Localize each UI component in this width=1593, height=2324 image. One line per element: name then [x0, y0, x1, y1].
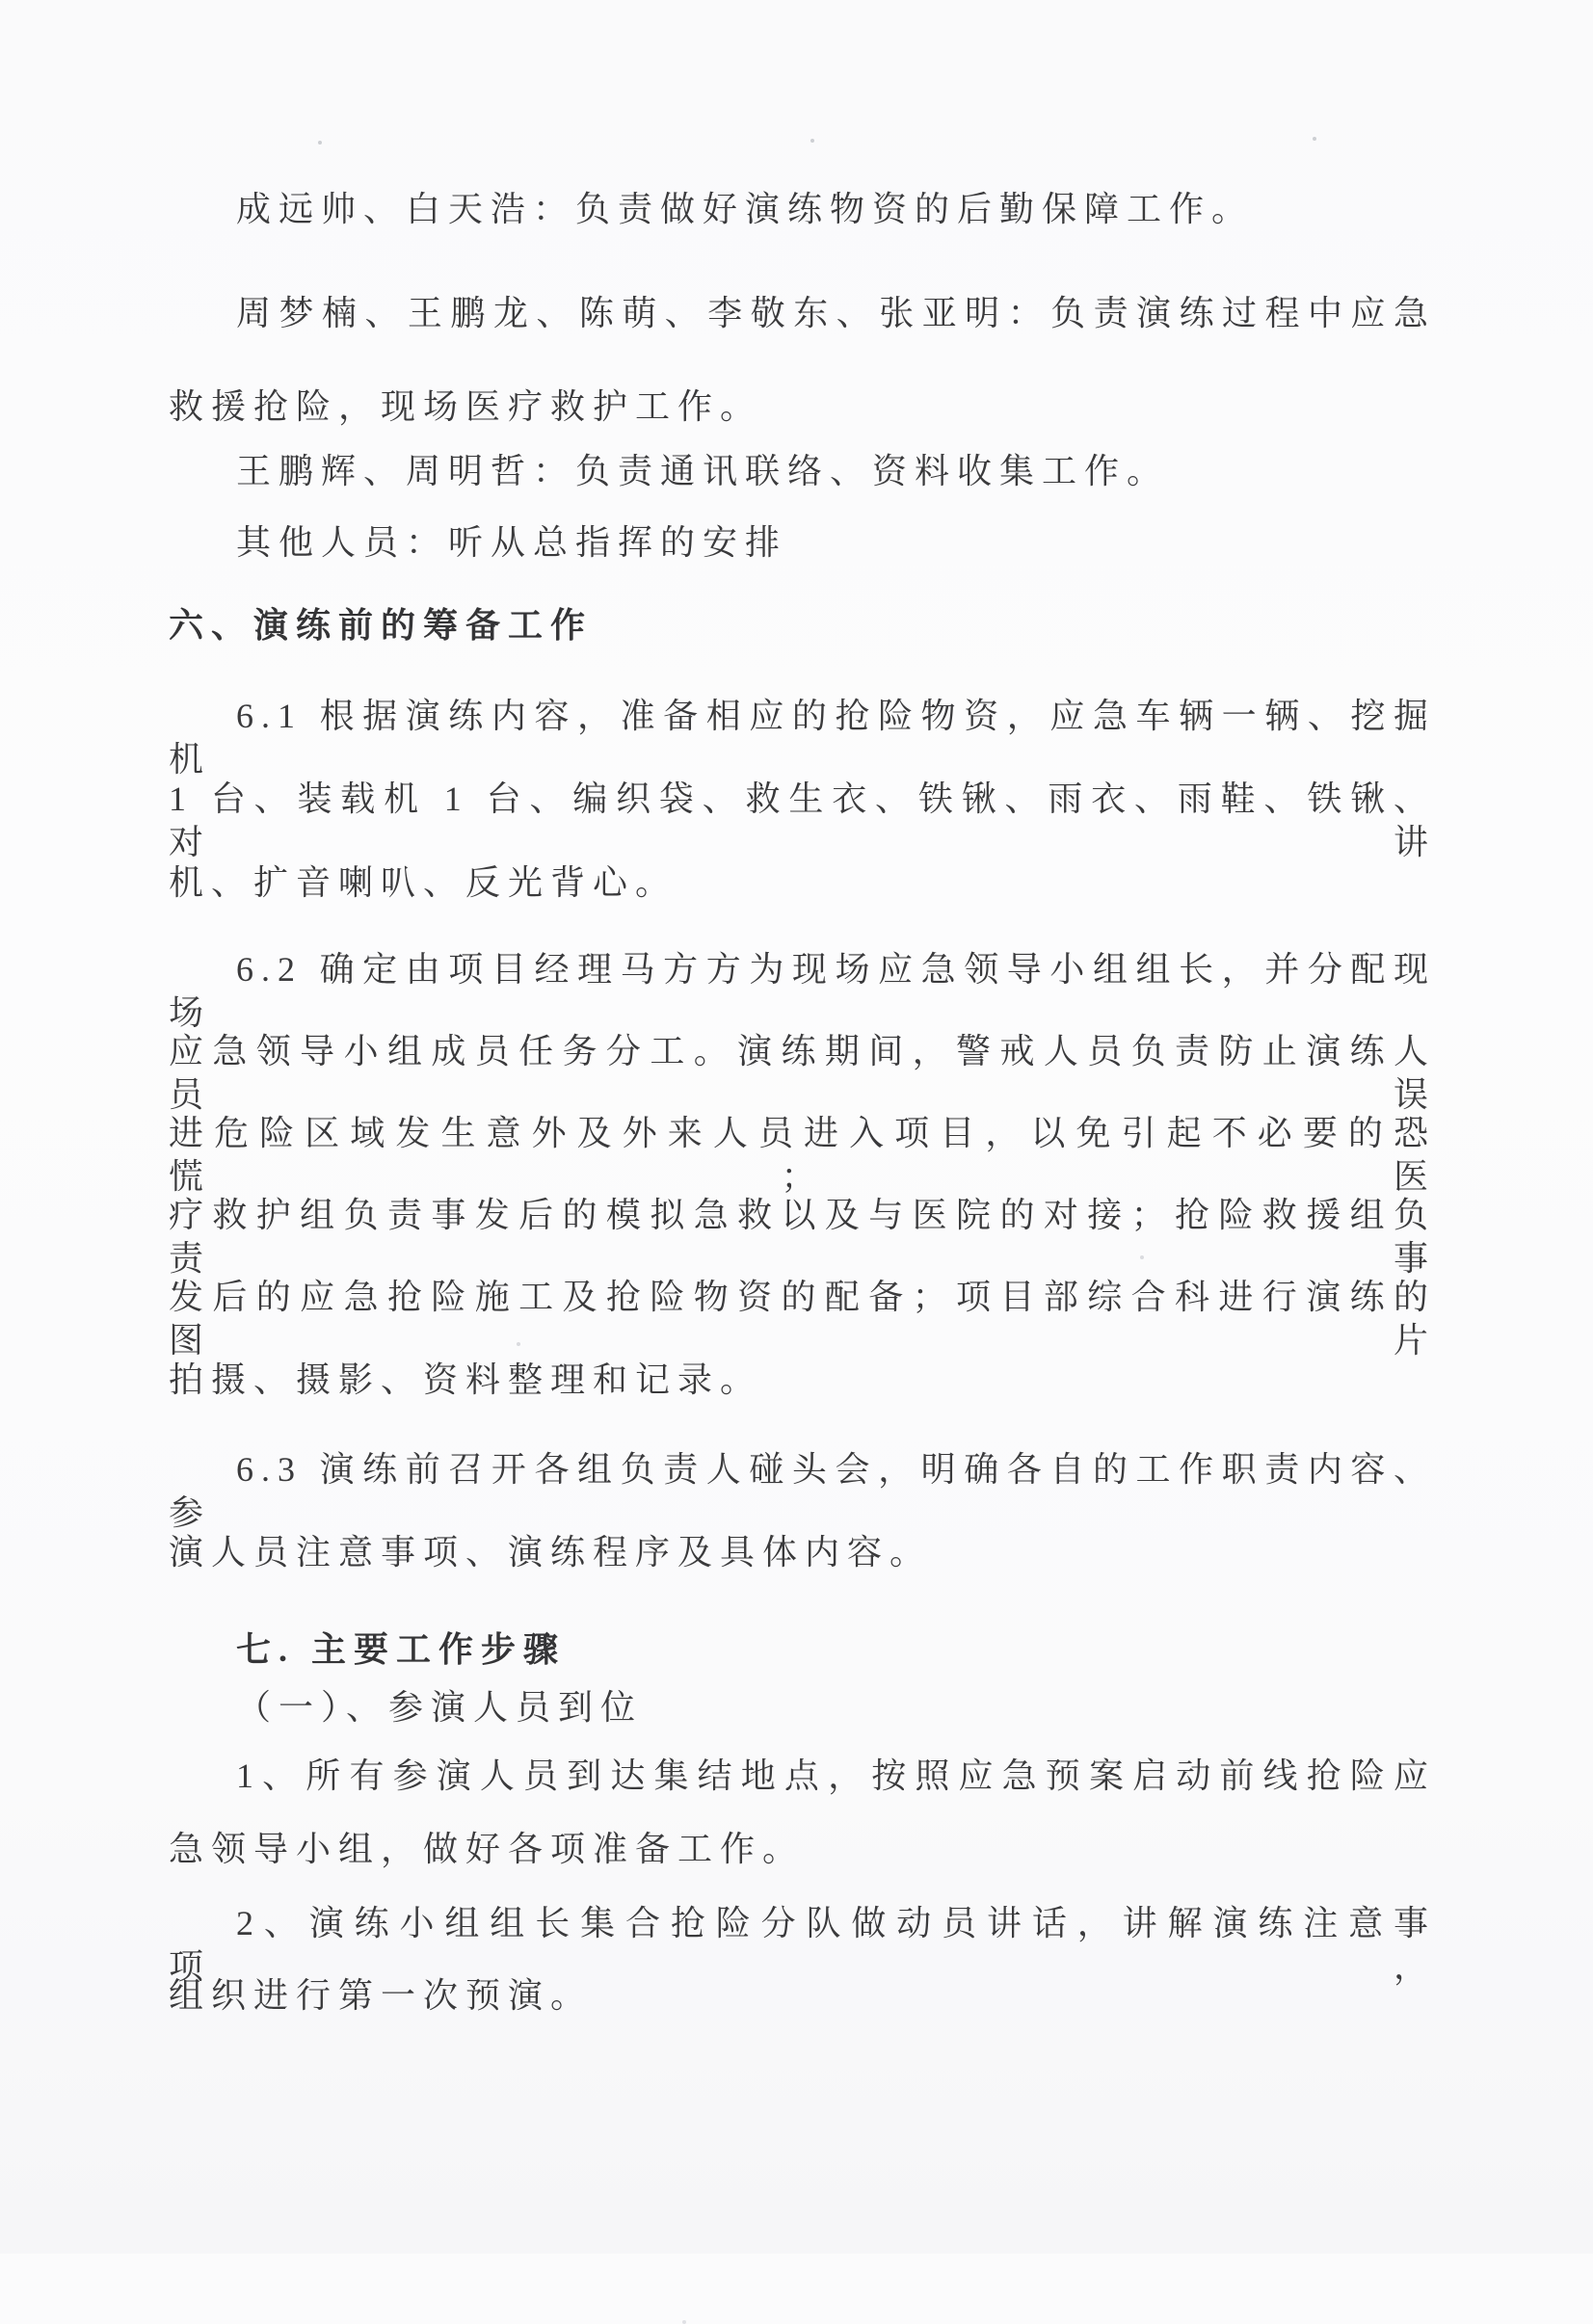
text-line: 其他人员：听从总指挥的安排: [236, 523, 788, 562]
scan-speck: [682, 2320, 686, 2324]
section-6-heading: 六、演练前的筹备工作: [169, 606, 594, 645]
text-line: 救援抢险，现场医疗救护工作。: [169, 387, 763, 426]
text-line: 1 台、装载机 1 台、编织袋、救生衣、铁锹、雨衣、雨鞋、铁锹、对讲: [169, 779, 1436, 861]
text-line: 6.3 演练前召开各组负责人碰头会，明确各自的工作职责内容、参: [169, 1450, 1436, 1532]
text-line: 周梦楠、王鹏龙、陈萌、李敬东、张亚明：负责演练过程中应急: [236, 294, 1436, 332]
text-line: 2、演练小组组长集合抢险分队做动员讲话，讲解演练注意事项，: [169, 1904, 1436, 1986]
text-line: 成远帅、白天浩：负责做好演练物资的后勤保障工作。: [236, 190, 1255, 228]
text-line: 机、扩音喇叭、反光背心。: [169, 863, 678, 902]
text-line: 应急领导小组成员任务分工。演练期间，警戒人员负责防止演练人员误: [169, 1032, 1436, 1114]
text-line: （一）、参演人员到位: [236, 1688, 644, 1727]
scan-speck: [810, 139, 814, 143]
text-line: 王鹏辉、周明哲：负责通讯联络、资料收集工作。: [236, 452, 1170, 490]
section-7-heading: 七. 主要工作步骤: [236, 1630, 567, 1669]
text-line: 6.2 确定由项目经理马方方为现场应急领导小组组长，并分配现场: [169, 950, 1436, 1032]
text-line: 演人员注意事项、演练程序及具体内容。: [169, 1533, 933, 1571]
text-line: 组织进行第一次预演。: [169, 1976, 594, 2015]
text-line: 6.1 根据演练内容，准备相应的抢险物资，应急车辆一辆、挖掘机: [169, 697, 1436, 779]
text-line: 急领导小组，做好各项准备工作。: [169, 1830, 806, 1868]
text-line: 拍摄、摄影、资料整理和记录。: [169, 1360, 763, 1399]
text-line: 1、所有参演人员到达集结地点，按照应急预案启动前线抢险应: [236, 1756, 1436, 1795]
scan-speck: [1313, 137, 1316, 141]
scan-speck: [318, 141, 322, 145]
text-line: 发后的应急抢险施工及抢险物资的配备；项目部综合科进行演练的图片: [169, 1278, 1436, 1360]
text-line: 进危险区域发生意外及外来人员进入项目，以免引起不必要的恐慌；医: [169, 1114, 1436, 1196]
text-line: 疗救护组负责事发后的模拟急救以及与医院的对接；抢险救援组负责事: [169, 1196, 1436, 1278]
